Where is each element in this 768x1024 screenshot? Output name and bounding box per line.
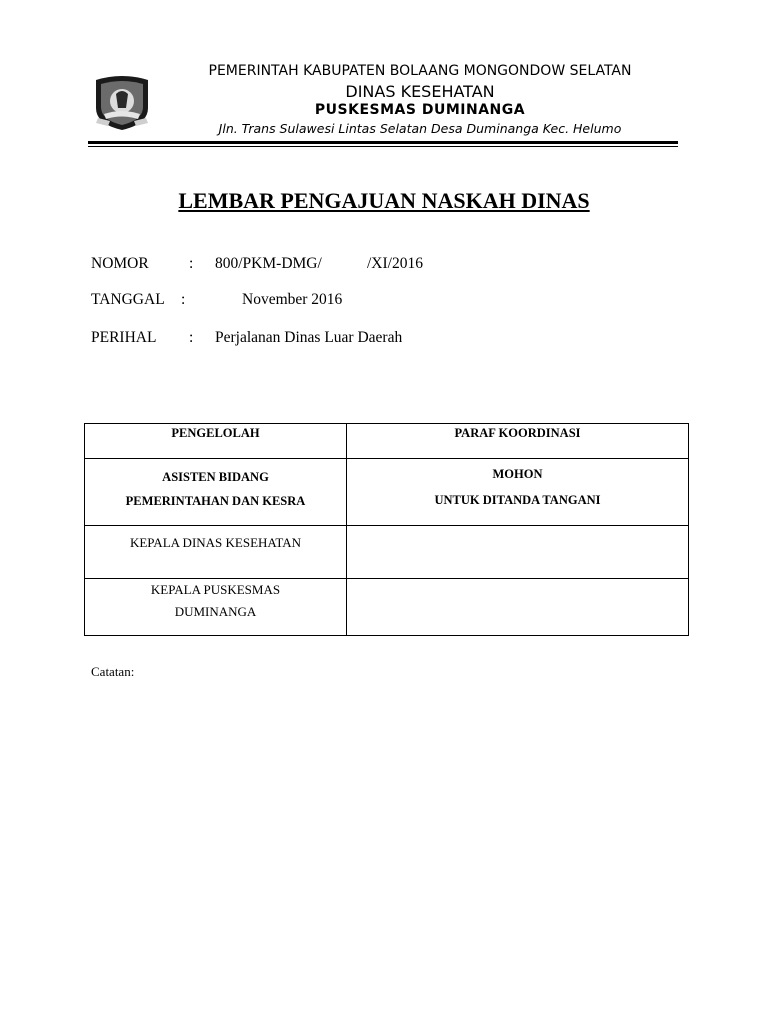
field-nomor-colon: :	[189, 255, 194, 272]
cell-kepala-puskesmas	[85, 579, 347, 636]
letterhead-address: Jln. Trans Sulawesi Lintas Selatan Desa Duminanga Kec. Helumo	[218, 121, 622, 136]
cell-paraf-kepala-puskesmas	[347, 579, 689, 636]
field-tanggal-label: TANGGAL	[91, 291, 165, 308]
cell-paraf-kepala-dinas	[347, 526, 689, 579]
table-row	[85, 459, 689, 526]
table-row	[85, 579, 689, 636]
header-pengelolah: PENGELOLAH	[85, 424, 347, 459]
field-nomor-value-prefix: 800/PKM-DMG/	[215, 255, 322, 272]
notes-label: Catatan:	[91, 664, 135, 679]
coordination-table	[84, 423, 689, 636]
cell-asisten	[85, 459, 347, 526]
letterhead-rule-thin	[88, 146, 678, 147]
cell-mohon-line2: UNTUK DITANDA TANGANI	[434, 493, 601, 507]
field-tanggal-colon: :	[181, 291, 186, 308]
cell-mohon-line1: MOHON	[492, 467, 543, 481]
table-header-row	[85, 424, 689, 459]
cell-kepala-dinas: KEPALA DINAS KESEHATAN	[85, 526, 347, 579]
letterhead-rule-thick	[88, 141, 678, 144]
document-title: LEMBAR PENGAJUAN NASKAH DINAS	[178, 188, 590, 213]
letterhead-agency: DINAS KESEHATAN	[345, 82, 495, 101]
cell-mohon	[347, 459, 689, 526]
field-perihal-value: Perjalanan Dinas Luar Daerah	[215, 329, 403, 346]
field-tanggal-value: November 2016	[242, 291, 343, 308]
field-perihal-colon: :	[189, 329, 194, 346]
field-perihal-label: PERIHAL	[91, 329, 157, 346]
cell-kepala-puskesmas-line2: DUMINANGA	[174, 604, 257, 619]
cell-kepala-puskesmas-line1: KEPALA PUSKESMAS	[150, 582, 281, 597]
letterhead-office: PUSKESMAS DUMINANGA	[314, 102, 526, 118]
header-paraf-koordinasi: PARAF KOORDINASI	[347, 424, 689, 459]
cell-asisten-line2: PEMERINTAHAN DAN KESRA	[125, 494, 306, 508]
table-row	[85, 526, 689, 579]
letterhead-government: PEMERINTAH KABUPATEN BOLAANG MONGONDOW SELATAN	[208, 63, 632, 79]
regency-emblem-icon	[90, 74, 154, 132]
field-nomor-label: NOMOR	[91, 255, 149, 272]
field-nomor-value-suffix: /XI/2016	[367, 255, 423, 272]
cell-asisten-line1: ASISTEN BIDANG	[162, 470, 269, 484]
